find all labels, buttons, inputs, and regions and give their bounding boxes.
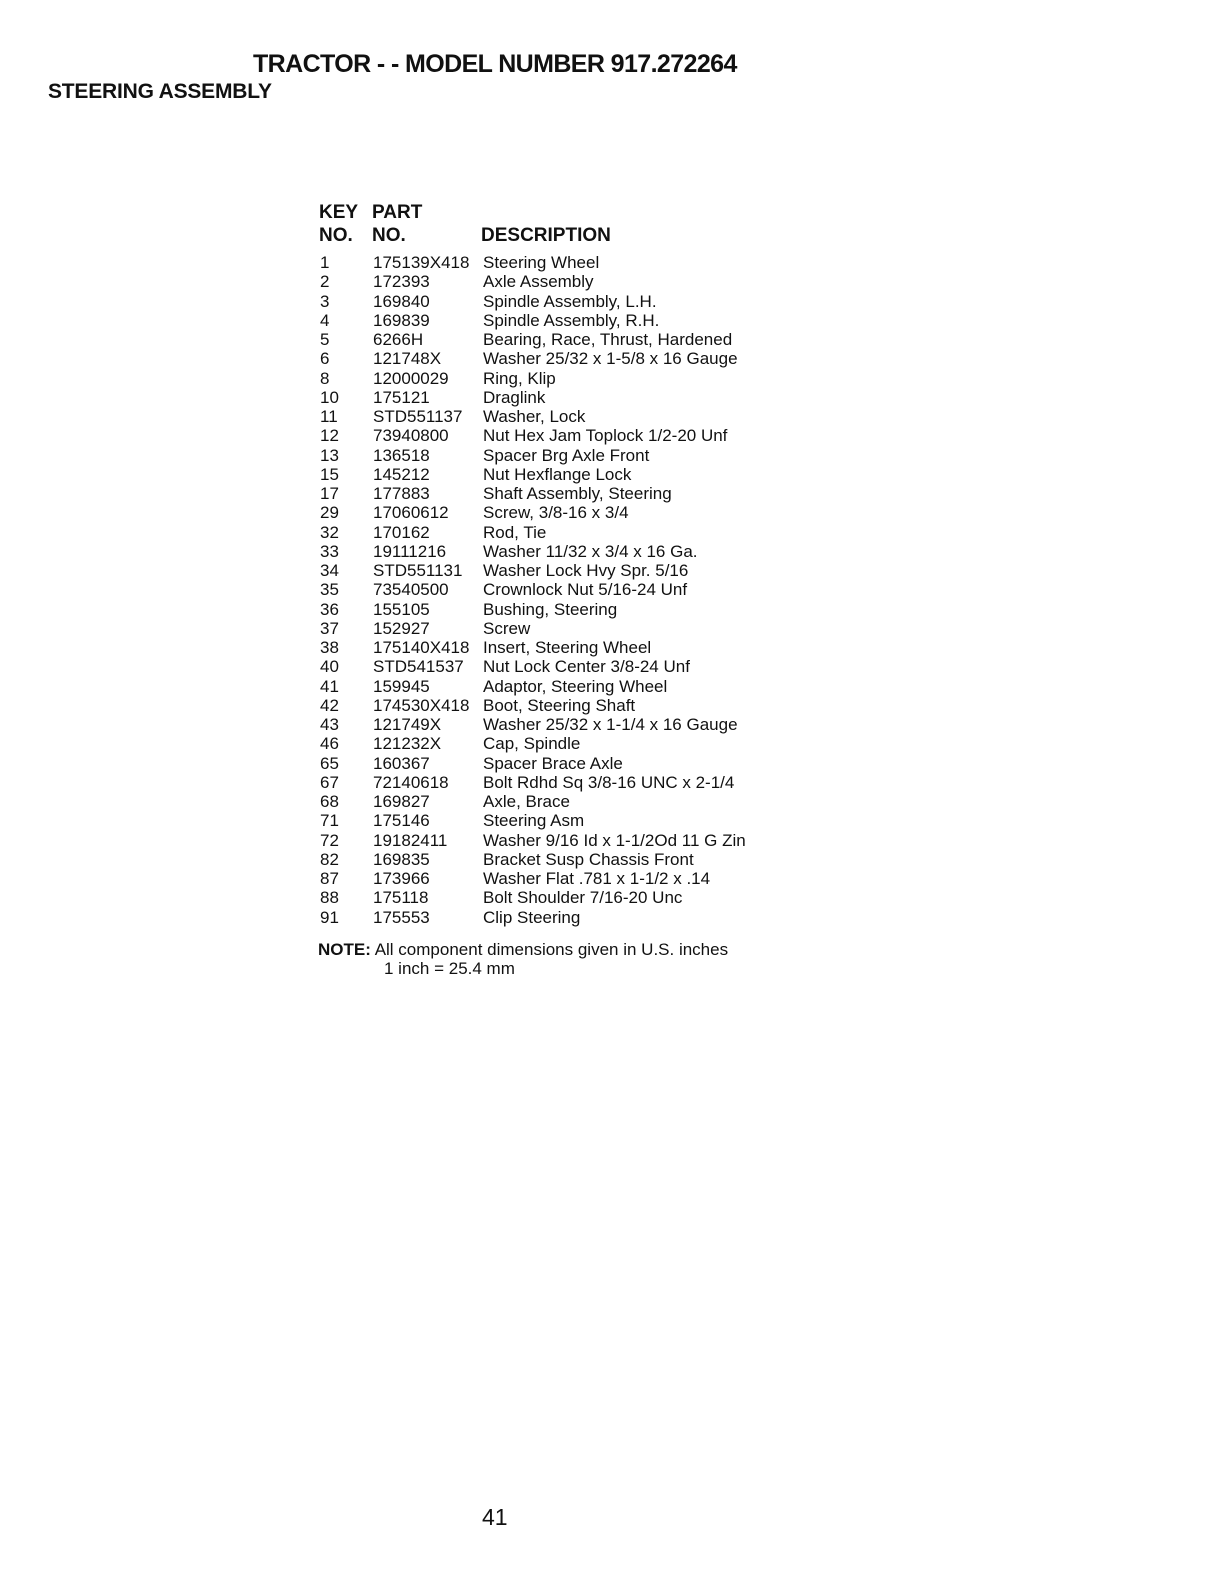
- key-number: 37: [320, 618, 339, 638]
- part-number: 73940800: [373, 426, 449, 446]
- table-row: [320, 811, 800, 830]
- table-row: [320, 561, 800, 580]
- key-number: 4: [320, 310, 330, 330]
- table-row: [320, 888, 800, 907]
- part-description: Bracket Susp Chassis Front: [483, 849, 694, 869]
- part-description: Bolt Shoulder 7/16-20 Unc: [483, 888, 683, 908]
- part-description: Cap, Spindle: [483, 734, 581, 754]
- key-number: 12: [320, 426, 339, 446]
- parts-list: [320, 253, 800, 927]
- table-row: [320, 465, 800, 484]
- table-row: [320, 349, 800, 368]
- part-description: Spacer Brace Axle: [483, 753, 623, 773]
- part-number: STD551137: [373, 407, 463, 426]
- key-number: 40: [320, 657, 339, 677]
- part-number: 175140X418: [373, 638, 470, 657]
- table-row: [320, 503, 800, 522]
- key-number: 3: [320, 291, 330, 311]
- table-row: [320, 677, 800, 696]
- part-number: 152927: [373, 618, 430, 638]
- part-number: STD541537: [373, 657, 464, 677]
- table-row: [320, 908, 800, 927]
- table-row: [320, 369, 800, 388]
- part-number: 159945: [373, 676, 430, 696]
- part-description: Crownlock Nut 5/16-24 Unf: [483, 580, 688, 600]
- table-row: [320, 850, 800, 869]
- table-row: [320, 715, 800, 734]
- key-number: 34: [320, 561, 339, 580]
- part-number: 72140618: [373, 772, 449, 792]
- part-description: Boot, Steering Shaft: [483, 695, 636, 715]
- key-number: 43: [320, 715, 339, 734]
- part-number: 173966: [373, 869, 430, 888]
- table-row: [320, 754, 800, 773]
- key-number: 10: [320, 387, 339, 407]
- key-number: 17: [320, 484, 339, 503]
- key-number: 42: [320, 695, 339, 715]
- part-description: Steering Asm: [483, 811, 585, 831]
- note-text: All component dimensions given in U.S. inches: [374, 940, 729, 959]
- key-number: 32: [320, 522, 339, 542]
- part-description: Adaptor, Steering Wheel: [483, 676, 668, 696]
- header-part-top: PART: [372, 202, 423, 223]
- part-number: 19111216: [373, 541, 447, 561]
- note-conversion: 1 inch = 25.4 mm: [384, 959, 515, 978]
- table-row: [320, 484, 800, 503]
- table-row: [320, 869, 800, 888]
- part-number: 175139X418: [373, 253, 470, 272]
- part-description: Washer 25/32 x 1-5/8 x 16 Gauge: [483, 349, 738, 369]
- key-number: 46: [320, 734, 339, 754]
- part-description: Clip Steering: [483, 907, 581, 927]
- part-number: 172393: [373, 272, 430, 292]
- part-description: Steering Wheel: [483, 253, 600, 272]
- key-number: 72: [320, 830, 339, 850]
- table-row: [320, 600, 800, 619]
- part-description: Axle, Brace: [483, 792, 570, 811]
- key-number: 36: [320, 599, 339, 619]
- part-number: 155105: [373, 599, 430, 619]
- part-description: Washer, Lock: [483, 407, 586, 426]
- header-key-bottom: NO.: [319, 225, 353, 246]
- header-description: DESCRIPTION: [481, 225, 611, 246]
- part-description: Washer Lock Hvy Spr. 5/16: [483, 561, 689, 580]
- table-row: [320, 773, 800, 792]
- key-number: 29: [320, 503, 339, 523]
- part-number: 175118: [373, 888, 429, 908]
- table-row: [320, 580, 800, 599]
- key-number: 41: [320, 676, 339, 696]
- part-number: 6266H: [373, 330, 424, 349]
- table-row: [320, 446, 800, 465]
- part-number: 73540500: [373, 580, 449, 600]
- part-number: 170162: [373, 522, 430, 542]
- key-number: 68: [320, 792, 339, 811]
- table-row: [320, 426, 800, 445]
- table-row: [320, 619, 800, 638]
- part-number: 136518: [373, 445, 430, 465]
- part-description: Washer 9/16 Id x 1-1/2Od 11 G Zin: [483, 830, 746, 850]
- table-row: [320, 831, 800, 850]
- part-description: Ring, Klip: [483, 368, 556, 388]
- part-number: 160367: [373, 753, 430, 773]
- part-number: 175121: [373, 387, 430, 407]
- table-row: [320, 638, 800, 657]
- part-description: Insert, Steering Wheel: [483, 638, 652, 657]
- table-row: [320, 330, 800, 349]
- key-number: 15: [320, 464, 339, 484]
- key-number: 71: [320, 811, 339, 831]
- table-row: [320, 272, 800, 291]
- table-row: [320, 542, 800, 561]
- part-description: Nut Hexflange Lock: [483, 464, 632, 484]
- part-number: 174530X418: [373, 695, 470, 715]
- part-number: 19182411: [373, 830, 448, 850]
- part-number: 17060612: [373, 503, 449, 523]
- table-row: [320, 388, 800, 407]
- part-number: 121748X: [373, 349, 442, 369]
- part-description: Shaft Assembly, Steering: [483, 484, 672, 503]
- part-description: Spacer Brg Axle Front: [483, 445, 650, 465]
- part-description: Bolt Rdhd Sq 3/8-16 UNC x 2-1/4: [483, 772, 735, 792]
- key-number: 88: [320, 888, 339, 908]
- part-description: Nut Hex Jam Toplock 1/2-20 Unf: [483, 426, 728, 446]
- key-number: 2: [320, 272, 330, 292]
- table-row: [320, 696, 800, 715]
- part-number: 169840: [373, 291, 430, 311]
- note: [318, 940, 728, 959]
- part-description: Washer 25/32 x 1-1/4 x 16 Gauge: [483, 715, 738, 734]
- key-number: 11: [320, 407, 338, 426]
- table-row: [320, 311, 800, 330]
- table-row: [320, 253, 800, 272]
- part-description: Screw: [483, 618, 531, 638]
- key-number: 6: [320, 349, 330, 369]
- key-number: 87: [320, 869, 339, 888]
- part-description: Bushing, Steering: [483, 599, 618, 619]
- key-number: 5: [320, 330, 330, 349]
- section-title: STEERING ASSEMBLY: [48, 80, 272, 103]
- part-number: 121749X: [373, 715, 442, 734]
- table-row: [320, 292, 800, 311]
- key-number: 82: [320, 849, 339, 869]
- part-description: Axle Assembly: [483, 272, 594, 292]
- part-description: Washer 11/32 x 3/4 x 16 Ga.: [483, 541, 698, 561]
- part-number: 169835: [373, 849, 430, 869]
- key-number: 91: [320, 907, 339, 927]
- part-description: Washer Flat .781 x 1-1/2 x .14: [483, 869, 711, 888]
- table-row: [320, 657, 800, 676]
- part-description: Draglink: [483, 387, 546, 407]
- part-number: 177883: [373, 484, 430, 503]
- part-description: Spindle Assembly, L.H.: [483, 291, 657, 311]
- key-number: 1: [320, 253, 330, 272]
- header-part-bottom: NO.: [372, 225, 406, 246]
- key-number: 67: [320, 772, 339, 792]
- key-number: 8: [320, 368, 330, 388]
- table-row: [320, 792, 800, 811]
- part-description: Spindle Assembly, R.H.: [483, 310, 660, 330]
- part-description: Bearing, Race, Thrust, Hardened: [483, 330, 733, 349]
- part-description: Rod, Tie: [483, 522, 547, 542]
- key-number: 13: [320, 445, 339, 465]
- part-number: STD551131: [373, 561, 463, 580]
- part-number: 169839: [373, 310, 430, 330]
- table-row: [320, 734, 800, 753]
- table-row: [320, 523, 800, 542]
- header-key-top: KEY: [319, 202, 359, 223]
- part-description: Screw, 3/8-16 x 3/4: [483, 503, 629, 523]
- key-number: 33: [320, 541, 339, 561]
- part-number: 145212: [373, 464, 430, 484]
- part-number: 169827: [373, 792, 430, 811]
- key-number: 35: [320, 580, 339, 600]
- page-number: 41: [482, 1504, 508, 1530]
- note-label: NOTE:: [318, 940, 371, 959]
- part-number: 175146: [373, 811, 430, 831]
- key-number: 65: [320, 753, 339, 773]
- part-number: 175553: [373, 907, 430, 927]
- table-row: [320, 407, 800, 426]
- part-description: Nut Lock Center 3/8-24 Unf: [483, 657, 690, 677]
- part-number: 12000029: [373, 368, 449, 388]
- page-title: TRACTOR - - MODEL NUMBER 917.272264: [253, 50, 737, 78]
- key-number: 38: [320, 638, 339, 657]
- part-number: 121232X: [373, 734, 442, 754]
